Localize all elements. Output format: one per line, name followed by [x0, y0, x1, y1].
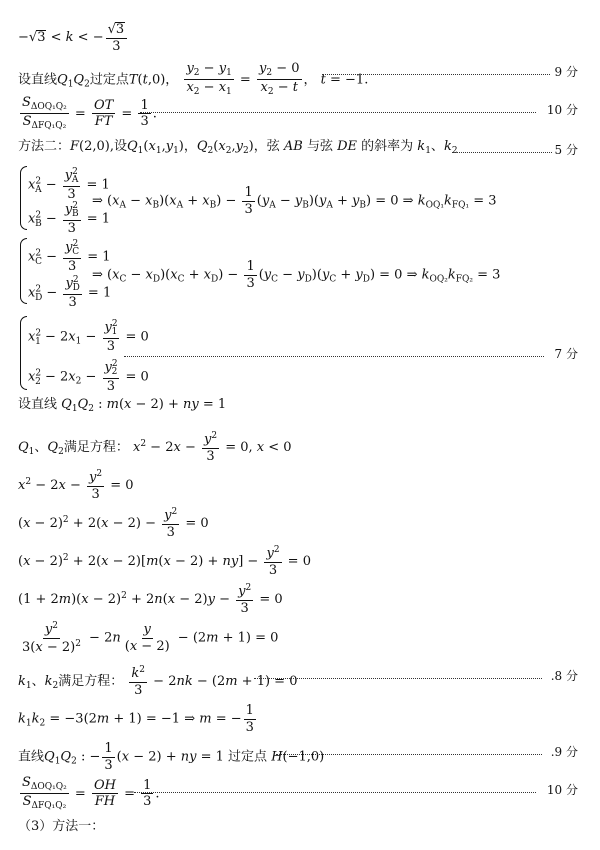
method-label: 方法二：: [18, 139, 71, 154]
system1-eq-a: $x^2_A$ − $\frac{y^2_A}{3}$ = 1: [28, 167, 110, 203]
system1-eq-b: $x^2_B$ − $\frac{y^2_B}{3}$ = 1: [28, 201, 111, 237]
line-q1q2-assumption: 设直线 $Q_1Q_2$ : m(x − 2) + ny = 1: [18, 397, 227, 414]
area-ratio-1: $\frac{S_{\Delta OQ_1Q_2}}{S_{\Delta FQ_1Q_2}}$ = $\frac{OT}{FT}$ = $\frac{1}{3}$ .: [22, 95, 157, 132]
equation-step-4: $(1 + 2m)(x - 2)^2 + 2n(x - 2)y$ − $\frac{y^2}{3}$ = 0: [18, 583, 283, 616]
part-3-method-one: （3）方法一：: [18, 819, 105, 834]
system-brace: [20, 166, 27, 230]
dot-leader: [254, 678, 542, 679]
line-mid: 过定点: [89, 72, 129, 88]
dot-leader: [124, 356, 544, 357]
k-slopes-equation: $k_1$、$k_2$满足方程： $\frac{k^2}{3}$ − 2nk − (2m + 1) = 0: [18, 665, 298, 698]
score-mark: 10 分: [546, 783, 578, 797]
equation-step-2: $(x - 2)^2 + 2(x - 2)$ − $\frac{y^2}{3}$ = 0: [18, 507, 209, 540]
q-points-equation: $Q_1$、$Q_2$满足方程： $x^2 - 2x$ − $\frac{y^2}{3}$ = 0, x < 0: [18, 431, 292, 464]
system1-result: ⇒ $(x_A - x_B)(x_A + x_B)$ − $\frac{1}{3}$ $(y_A - y_B)(y_A + y_B) = 0$ ⇒ $k_{OQ_1}k_{FQ_1} = 3$: [92, 185, 497, 217]
score-mark: 9 分: [554, 65, 578, 79]
line-prefix: 设直线: [18, 72, 58, 88]
k-range: −√3 < k < − $\frac{√3}{3}$: [18, 22, 129, 53]
dot-leader: [134, 792, 536, 793]
equation-step-1: $x^2 - 2x$ − $\frac{y^2}{3}$ = 0: [18, 469, 134, 502]
system-brace: [20, 238, 27, 304]
system3-eq-1: $x^2_1 - 2x_1$ − $\frac{y^2_1}{3}$ = 0: [28, 319, 149, 355]
area-ratio-2: $\frac{S_{\Delta OQ_1Q_2}}{S_{\Delta FQ_1Q_2}}$ = $\frac{OH}{FH}$ = $\frac{1}{3}$ .: [22, 775, 160, 812]
equation-step-3: $(x - 2)^2 + 2(x - 2)[m(x - 2) + ny]$ − $\frac{y^2}{3}$ = 0: [18, 545, 311, 578]
slope-product: $k_1k_2 = -3(2m + 1) = -1$ ⇒ m = − $\frac{1}{3}$: [18, 703, 254, 735]
dot-leader: [276, 754, 542, 755]
line2-prefix: 直线: [18, 749, 45, 765]
system3-eq-2: $x^2_2 - 2x_2$ − $\frac{y^2_2}{3}$ = 0: [28, 359, 149, 395]
dot-leader: [452, 152, 552, 153]
score-mark: 10 分: [546, 103, 578, 117]
system2-result: ⇒ $(x_C - x_D)(x_C + x_D)$ − $\frac{1}{3}$ $(y_C - y_D)(y_C + y_D) = 0$ ⇒ $k_{OQ_2}k_{FQ_2} = 3$: [92, 259, 501, 291]
method-two-intro: 方法二：F(2,0),设$Q_1(x_1,y_1)$，$Q_2(x_2,y_2)$，弦 AB 与弦 DE 的斜率为 $k_1$、$k_2$: [18, 139, 458, 156]
dot-leader: [140, 112, 536, 113]
dot-leader: [322, 74, 550, 75]
score-mark: .9 分: [550, 745, 578, 759]
system-brace: [20, 316, 27, 390]
fixed-point-H-line: 直线$Q_1Q_2$ : − $\frac{1}{3}$ (x − 2) + ny = 1 过定点 H(−1,0): [18, 741, 325, 773]
score-mark: 5 分: [554, 143, 578, 157]
system2-eq-c: $x^2_C$ − $\frac{y^2_C}{3}$ = 1: [28, 239, 111, 275]
equation-step-5: $\frac{y^2}{3(x - 2)^2}$ − 2n $\frac{y}{(x - 2)}$ − (2m + 1) = 0: [22, 621, 279, 655]
score-mark: .8 分: [550, 669, 578, 683]
system2-eq-d: $x^2_D$ − $\frac{y^2_D}{3}$ = 1: [28, 275, 112, 311]
fixed-point-T-line: 设直线$Q_1Q_2$过定点T(t,0)， $\frac{y_2 - y_1}{x_2 - x_1}$ = $\frac{y_2 - 0}{x_2 - t}$ ， t = −1.: [18, 61, 369, 98]
line2-mid: 过定点: [228, 749, 268, 765]
score-mark: 7 分: [554, 347, 578, 361]
